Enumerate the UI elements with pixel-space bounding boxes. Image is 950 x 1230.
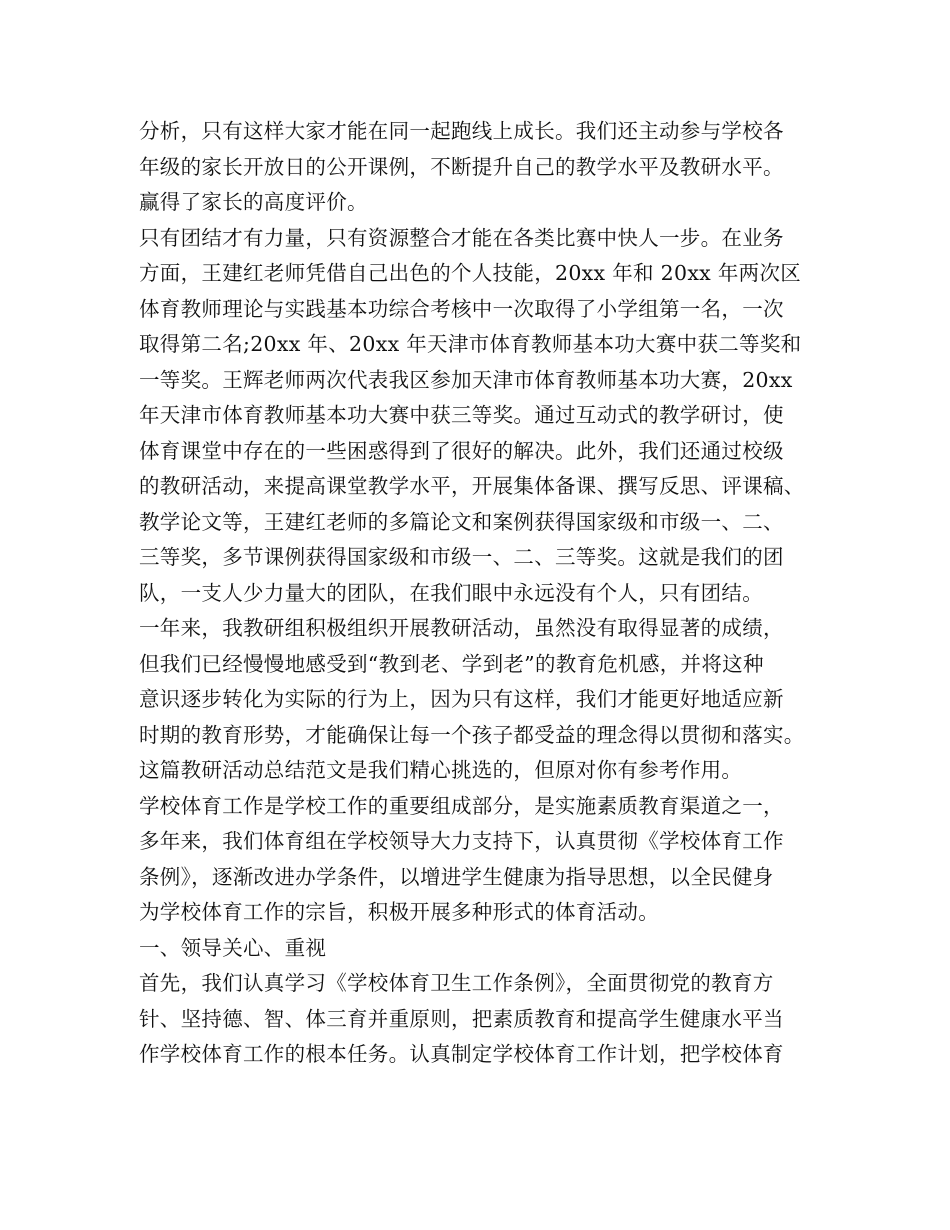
text-line: 意识逐步转化为实际的行为上，因为只有这样，我们才能更好地适应新: [139, 687, 784, 711]
text-line: 一等奖。王辉老师两次代表我区参加天津市体育教师基本功大赛，20xx: [139, 367, 793, 392]
text-line: 首先，我们认真学习《学校体育卫生工作条例》，全面贯彻党的教育方: [139, 971, 774, 995]
text-line: 针、坚持德、智、体三育并重原则，把素质教育和提高学生健康水平当: [139, 1006, 784, 1031]
text-line: 分析，只有这样大家才能在同一起跑线上成长。我们还主动参与学校各: [139, 119, 784, 143]
text-line: 体育教师理论与实践基本功综合考核中一次取得了小学组第一名，一次: [139, 296, 784, 321]
text-line: 只有团结才有力量，只有资源整合才能在各类比赛中快人一步。在业务: [139, 225, 784, 250]
text-line: 体育课堂中存在的一些困惑得到了很好的解决。此外，我们还通过校级: [139, 438, 784, 463]
text-line: 年天津市体育教师基本功大赛中获三等奖。通过互动式的教学研讨，使: [139, 403, 784, 427]
text-line: 三等奖，多节课例获得国家级和市级一、二、三等奖。这就是我们的团: [139, 545, 784, 569]
text-line: 作学校体育工作的根本任务。认真制定学校体育工作计划，把学校体育: [139, 1042, 784, 1066]
text-line: 为学校体育工作的宗旨，积极开展多种形式的体育活动。: [139, 900, 659, 924]
text-line: 时期的教育形势，才能确保让每一个孩子都受益的理念得以贯彻和落实。: [139, 722, 805, 747]
text-line: 取得第二名;20xx 年、20xx 年天津市体育教师基本功大赛中获二等奖和: [139, 332, 802, 356]
text-line: 一年来，我教研组积极组织开展教研活动，虽然没有取得显著的成绩，: [139, 616, 784, 640]
text-line: 多年来，我们体育组在学校领导大力支持下，认真贯彻《学校体育工作: [139, 829, 784, 853]
text-line: 的教研活动，来提高课堂教学水平，开展集体备课、撰写反思、评课稿、: [139, 474, 805, 498]
text-line: 条例》，逐渐改进办学条件，以增进学生健康为指导思想，以全民健身: [139, 864, 774, 889]
text-line: 赢得了家长的高度评价。: [139, 190, 368, 214]
text-line: 年级的家长开放日的公开课例，不断提升自己的教学水平及教研水平。: [139, 154, 784, 179]
text-line: 但我们已经慢慢地感受到“教到老、学到老”的教育危机感，并将这种: [139, 651, 764, 676]
text-line: 这篇教研活动总结范文是我们精心挑选的，但原对你有参考作用。: [139, 758, 743, 782]
document-body: [139, 114, 839, 1073]
text-line: 方面，王建红老师凭借自己出色的个人技能，20xx 年和 20xx 年两次区: [139, 261, 802, 285]
section-heading: 一、领导关心、重视: [139, 935, 327, 960]
text-line: 学校体育工作是学校工作的重要组成部分，是实施素质教育渠道之一，: [139, 793, 784, 818]
text-line: 教学论文等，王建红老师的多篇论文和案例获得国家级和市级一、二、: [139, 509, 784, 534]
text-line: 队，一支人少力量大的团队，在我们眼中永远没有个人，只有团结。: [139, 580, 763, 605]
